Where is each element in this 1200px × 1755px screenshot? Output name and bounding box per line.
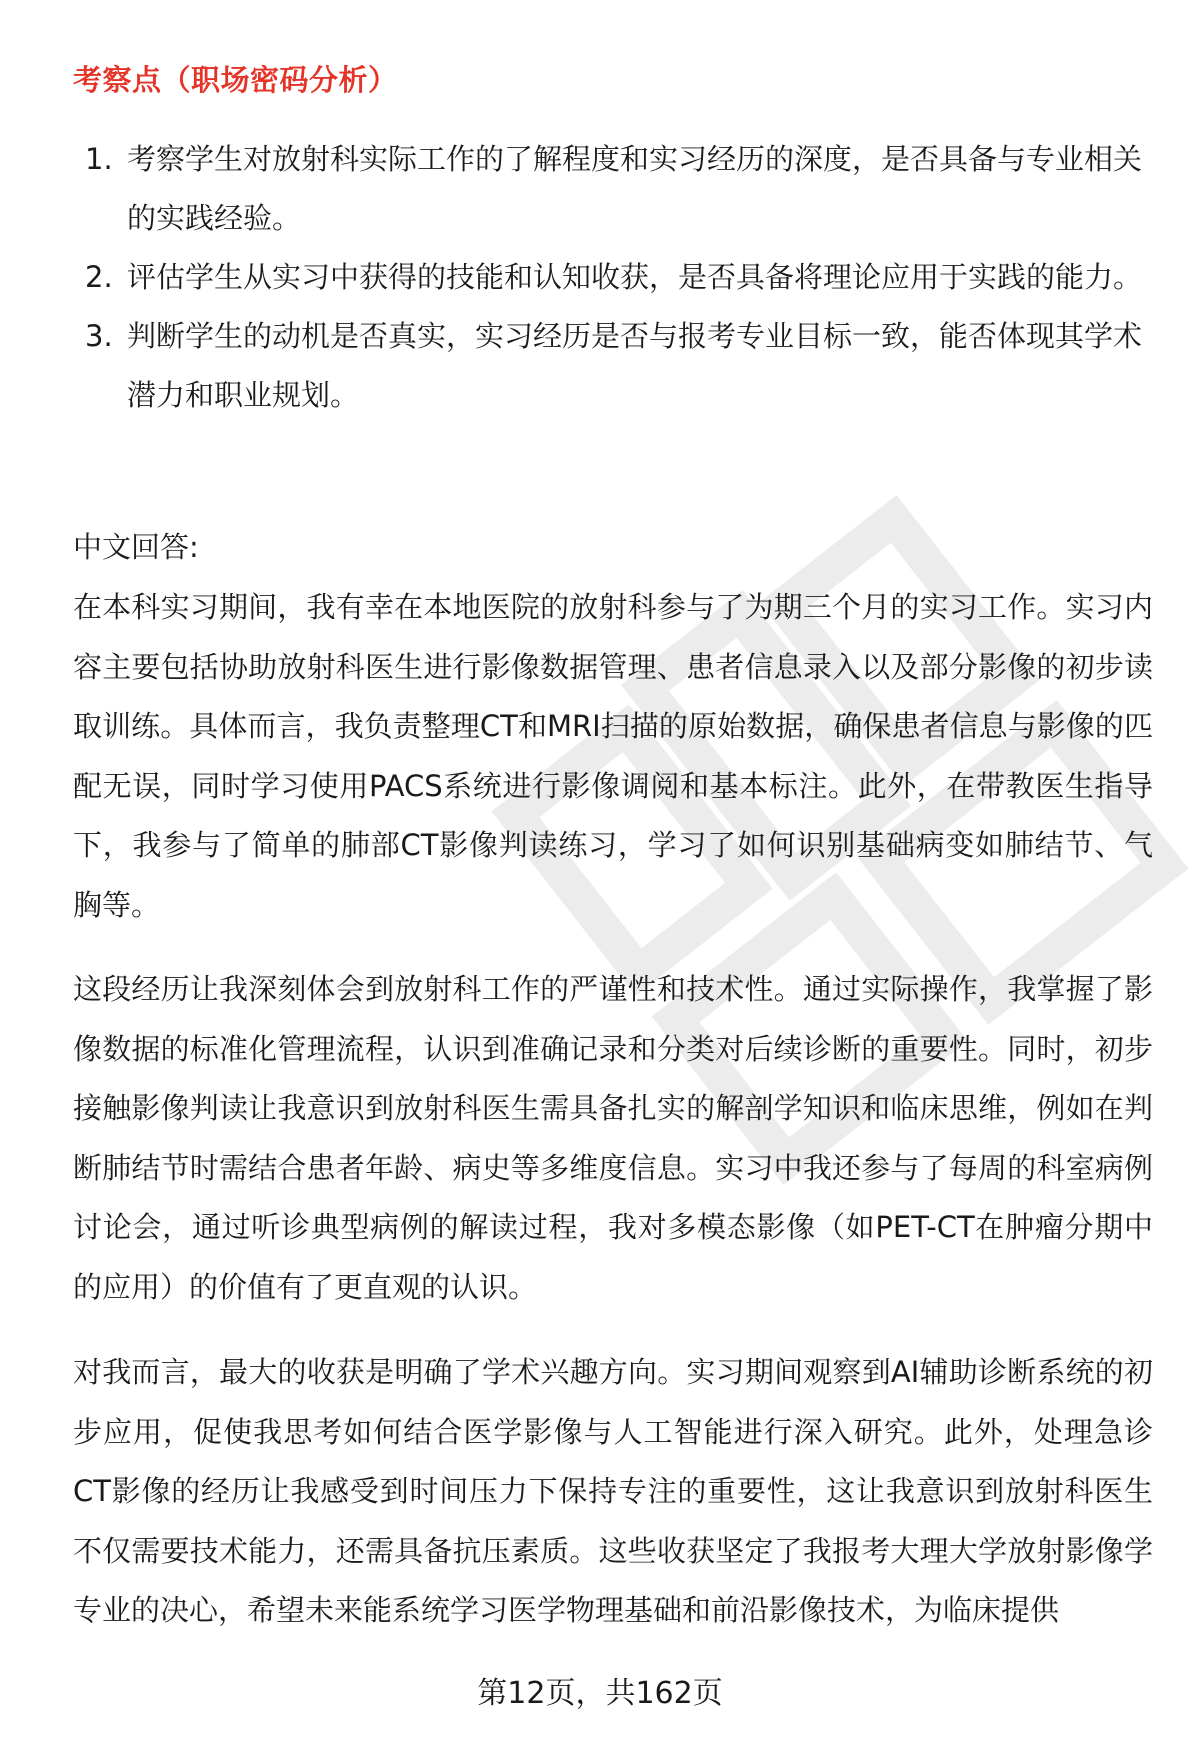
list-item-text: 评估学生从实习中获得的技能和认知收获，是否具备将理论应用于实践的能力。 — [127, 260, 1143, 294]
list-item-number: 3. — [85, 319, 113, 353]
list-item — [73, 130, 1153, 248]
list-item — [73, 307, 1153, 425]
answer-label: 中文回答: — [73, 530, 199, 564]
list-item-number: 1. — [85, 142, 113, 176]
answer-paragraph: 这段经历让我深刻体会到放射科工作的严谨性和技术性。通过实际操作，我掌握了影像数据的标准化管理流程，认识到准确记录和分类对后续诊断的重要性。同时，初步接触影像判读让我意识到放射科医生需具备扎实的解剖学知识和临床思维，例如在判断肺结节时需结合患者年龄、病史等多维度信息。实习中我还参与了每周的科室病例讨论会，通过听诊典型病例的解读过程，我对多模态影像（如PET-CT在肿瘤分期中的应用）的价值有了更直观的认识。 — [73, 972, 1153, 1304]
section-heading: 考察点（职场密码分析） — [73, 63, 398, 97]
list-item-number: 2. — [85, 260, 113, 294]
evaluation-points-list — [73, 130, 1153, 425]
answer-paragraph: 对我而言，最大的收获是明确了学术兴趣方向。实习期间观察到AI辅助诊断系统的初步应用，促使我思考如何结合医学影像与人工智能进行深入研究。此外，处理急诊CT影像的经历让我感受到时间压力下保持专注的重要性，这让我意识到放射科医生不仅需要技术能力，还需具备抗压素质。这些收获坚定了我报考大理大学放射影像学专业的决心，希望未来能系统学习医学物理基础和前沿影像技术，为临床提供 — [73, 1355, 1153, 1627]
list-item-text: 判断学生的动机是否真实，实习经历是否与报考专业目标一致，能否体现其学术潜力和职业规划。 — [127, 319, 1143, 412]
page-number-footer: 第12页，共162页 — [477, 1676, 723, 1711]
list-item — [73, 248, 1153, 307]
list-item-text: 考察学生对放射科实际工作的了解程度和实习经历的深度，是否具备与专业相关的实践经验。 — [127, 142, 1143, 235]
answer-paragraph: 在本科实习期间，我有幸在本地医院的放射科参与了为期三个月的实习工作。实习内容主要包括协助放射科医生进行影像数据管理、患者信息录入以及部分影像的初步读取训练。具体而言，我负责整理CT和MRI扫描的原始数据，确保患者信息与影像的匹配无误，同时学习使用PACS系统进行影像调阅和基本标注。此外，在带教医生指导下，我参与了简单的肺部CT影像判读练习，学习了如何识别基础病变如肺结节、气胸等。 — [73, 590, 1153, 922]
